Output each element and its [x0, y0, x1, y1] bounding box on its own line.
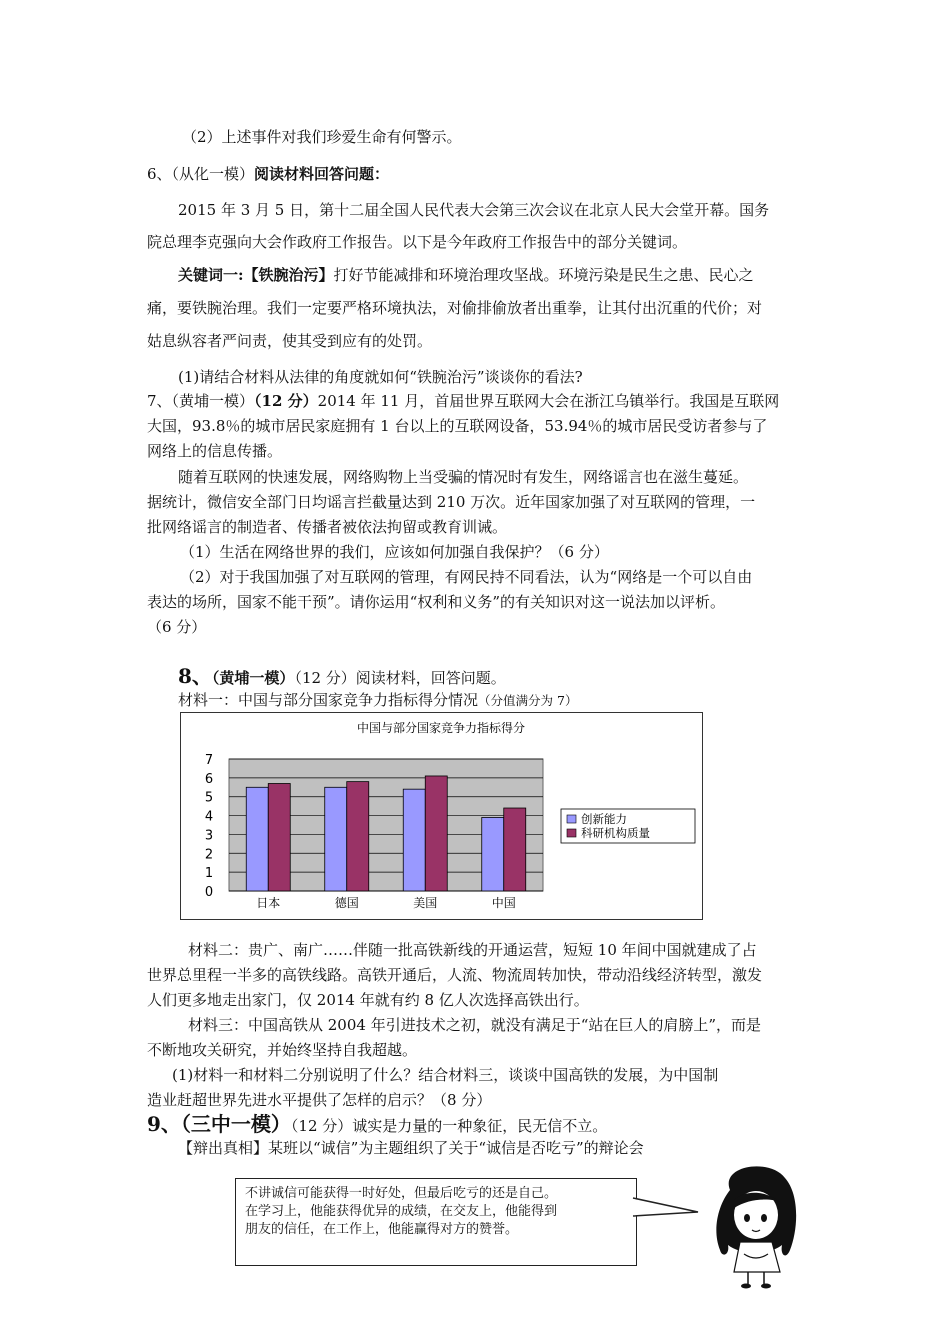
q8-instruction: （12 分）阅读材料，回答问题。 — [294, 669, 506, 687]
q9-source: （三中一模） — [180, 1112, 291, 1136]
y-tick-label: 0 — [204, 885, 214, 900]
q9-text: （12 分）诚实是力量的一种象征，民无信不立。 — [290, 1117, 608, 1135]
q8-material3-line1: 材料三：中国高铁从 2004 年引进技术之初，就没有满足于“站在巨人的肩膀上”，而是 — [188, 1016, 762, 1034]
bar-innovation-1 — [325, 787, 347, 891]
q7-para1-text: 2014 年 11 月，首届世界互联网大会在浙江乌镇举行。我国是互联网 — [317, 392, 780, 410]
q7-para2-line1: 随着互联网的快速发展，网络购物上当受骗的情况时有发生，网络谣言也在滋生蔓延。 — [178, 468, 749, 486]
q7-para2-line2: 据统计，微信安全部门日均谣言拦截量达到 210 万次。近年国家加强了对互联网的管理，一 — [147, 493, 756, 511]
legend-swatch — [567, 829, 576, 837]
q6-heading — [147, 164, 389, 184]
q6-instruction: 阅读材料回答问题： — [254, 165, 390, 183]
chart-title: 中国与部分国家竞争力指标得分 — [356, 721, 526, 735]
q7-para1-line2: 大国，93.8％的城市居民家庭拥有 1 台以上的互联网设备，53.94％的城市居民受访者参与了 — [147, 417, 768, 435]
q7-para1-line3: 网络上的信息传播。 — [147, 442, 283, 460]
q6-para1-line2: 院总理李克强向大会作政府工作报告。以下是今年政府工作报告中的部分关键词。 — [147, 233, 688, 251]
q6-para2-line3: 姑息纵容者严问责，使其受到应有的处罚。 — [147, 332, 433, 350]
cartoon-girl-illustration — [700, 1160, 810, 1290]
q6-subquestion-1: (1)请结合材料从法律的角度就如何“铁腕治污”谈谈你的看法? — [178, 368, 583, 386]
competitiveness-chart — [180, 712, 703, 920]
y-tick-label: 7 — [204, 753, 214, 768]
bar-research-2 — [425, 776, 447, 891]
q8-material2-line1: 材料二：贵广、南广……伴随一批高铁新线的开通运营，短短 10 年间中国就建成了占 — [188, 941, 757, 959]
q7-subquestion-2-line2: 表达的场所，国家不能干预”。请你运用“权利和义务”的有关知识对这一说法加以评析。 — [147, 593, 726, 611]
bubble-line-1: 不讲诚信可能获得一时好处，但最后吃亏的还是自己。 — [245, 1186, 558, 1201]
q7-subquestion-2-line1: （2）对于我国加强了对互联网的管理，有网民持不同看法，认为“网络是一个可以自由 — [180, 568, 753, 586]
q6-para2-line2: 痛，要铁腕治理。我们一定要严格环境执法，对偷排偷放者出重拳，让其付出沉重的代价；对 — [147, 299, 763, 317]
x-tick-label: 美国 — [413, 896, 438, 910]
q6-keyword-line — [178, 265, 754, 285]
q8-subquestion-1-line1: (1)材料一和材料二分别说明了什么？结合材料三，谈谈中国高铁的发展，为中国制 — [172, 1066, 719, 1084]
bar-research-1 — [347, 782, 369, 891]
y-tick-label: 5 — [204, 790, 214, 806]
x-tick-label: 中国 — [491, 896, 516, 910]
legend-label: 科研机构质量 — [581, 826, 650, 840]
chart-canvas — [181, 713, 702, 919]
y-tick-label: 3 — [204, 828, 214, 844]
y-tick-label: 2 — [204, 847, 214, 863]
q6-para1-line1: 2015 年 3 月 5 日，第十二届全国人民代表大会第三次会议在北京人民大会堂开幕。国务 — [178, 201, 770, 219]
q5-subquestion-2: （2）上述事件对我们珍爱生命有何警示。 — [182, 128, 462, 146]
q9-debate-line: 【辩出真相】某班以“诚信”为主题组织了关于“诚信是否吃亏”的辩论会 — [178, 1139, 644, 1157]
q7-subquestion-2-line3: （6 分） — [147, 618, 207, 636]
bar-innovation-0 — [246, 787, 268, 891]
legend-label: 创新能力 — [581, 812, 627, 826]
q7-para2-line3: 批网络谣言的制造者、传播者被依法拘留或教育训诫。 — [147, 518, 508, 536]
x-tick-label: 德国 — [334, 896, 359, 910]
q8-material3-line2: 不断地攻关研究，并始终坚持自我超越。 — [147, 1041, 418, 1059]
q8-material1-label: 材料一：中国与部分国家竞争力指标得分情况 — [178, 691, 479, 709]
q6-number: 6、（从化一模） — [147, 165, 255, 183]
q8-source: （黄埔一模） — [211, 669, 295, 687]
q8-subquestion-1-line2: 造业赶超世界先进水平提供了怎样的启示？（8 分） — [147, 1091, 492, 1109]
bar-research-3 — [504, 808, 526, 891]
y-tick-label: 1 — [204, 866, 214, 882]
q8-number: 8、 — [178, 664, 212, 688]
q7-line1 — [147, 391, 779, 411]
bar-research-0 — [268, 784, 290, 891]
q7-number: 7、（黄埔一模） — [147, 392, 255, 410]
y-tick-label: 4 — [204, 809, 214, 825]
q7-subquestion-1: （1）生活在网络世界的我们，应该如何加强自我保护？（6 分） — [180, 543, 609, 561]
bubble-line-2: 在学习上，他能获得优异的成绩，在交友上，他能得到 — [245, 1204, 558, 1219]
q9-number: 9、 — [147, 1112, 181, 1136]
q6-keyword-label: 关键词一:【铁腕治污】 — [178, 266, 334, 284]
speech-bubble — [235, 1178, 637, 1266]
x-tick-label: 日本 — [256, 896, 281, 910]
q7-score: （12 分） — [254, 392, 318, 410]
bubble-tail — [632, 1190, 702, 1230]
q8-material2-line3: 人们更多地走出家门，仅 2014 年就有约 8 亿人次选择高铁出行。 — [147, 991, 589, 1009]
q9-heading — [147, 1112, 607, 1138]
bar-innovation-3 — [482, 817, 504, 891]
q8-material1-caption — [178, 690, 577, 711]
bubble-line-3: 朋友的信任，在工作上，他能赢得对方的赞誉。 — [245, 1222, 519, 1237]
q8-material1-note: （分值满分为 7） — [478, 693, 578, 708]
bar-innovation-2 — [403, 789, 425, 891]
q8-heading — [178, 664, 506, 690]
legend-swatch — [567, 815, 576, 823]
q6-keyword-text: 打好节能减排和环境治理攻坚战。环境污染是民生之患、民心之 — [333, 266, 754, 284]
q8-material2-line2: 世界总里程一半多的高铁线路。高铁开通后，人流、物流周转加快，带动沿线经济转型，激发 — [147, 966, 763, 984]
y-tick-label: 6 — [204, 771, 214, 787]
